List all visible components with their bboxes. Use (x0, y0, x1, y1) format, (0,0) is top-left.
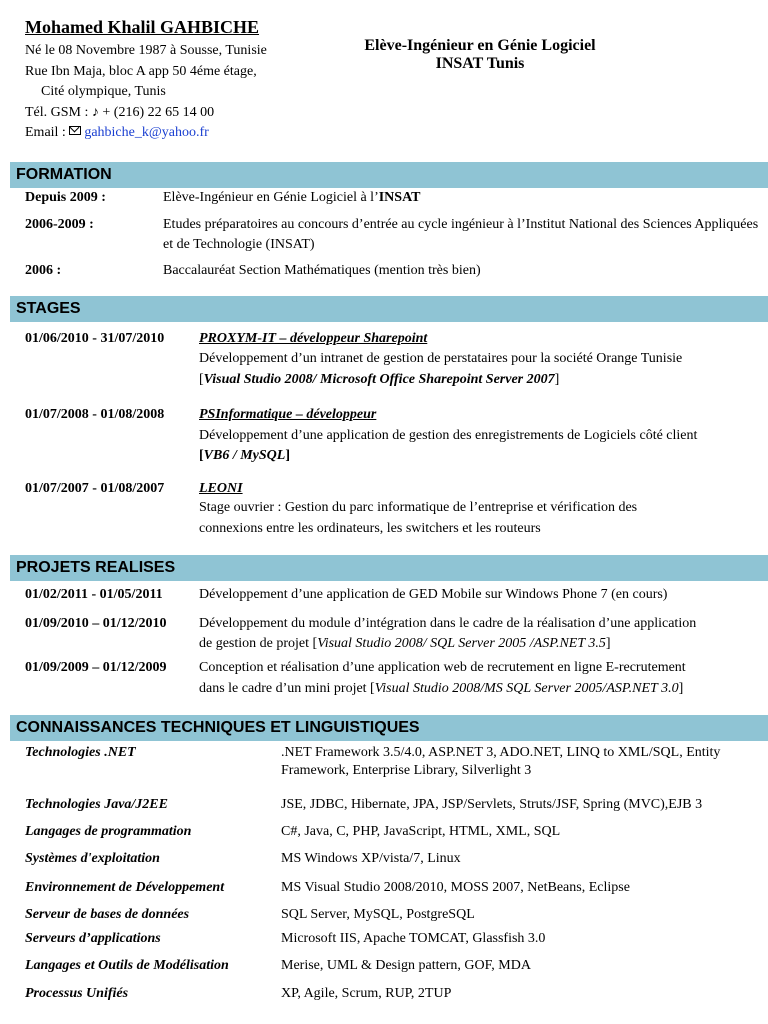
skill-label-os: Systèmes d'exploitation (25, 851, 160, 866)
skill-value-ide: MS Visual Studio 2008/2010, MOSS 2007, NetBeans, Eclipse (281, 880, 630, 895)
phone-icon: ♪ (91, 105, 99, 120)
section-connaissances: CONNAISSANCES TECHNIQUES ET LINGUISTIQUES (10, 715, 768, 741)
stage-date-2: 01/07/2008 - 01/08/2008 (25, 407, 165, 422)
phone-label: Tél. GSM : (25, 105, 89, 120)
email-link[interactable]: gahbiche_k@yahoo.fr (84, 125, 209, 140)
formation-text-3: Baccalauréat Section Mathématiques (mention très bien) (163, 263, 481, 278)
stage-desc-2: Développement d’une application de gestion des enregistrements de Logiciels côté client (199, 428, 698, 443)
projet-desc-3b-pre: dans le cadre d’un mini projet [ (199, 681, 375, 696)
section-stages: STAGES (10, 296, 768, 322)
email-label: Email : (25, 125, 66, 140)
formation-date-2: 2006-2009 : (25, 217, 94, 232)
projet-desc-3b (199, 679, 683, 699)
stage-title-1-text: PROXYM-IT – développeur Sharepoint (199, 331, 428, 346)
phone-value: + (216) 22 65 14 00 (102, 105, 215, 120)
stage-date-1: 01/06/2010 - 31/07/2010 (25, 331, 165, 346)
projet-desc-2b (199, 634, 611, 654)
skill-value-modelisation: Merise, UML & Design pattern, GOF, MDA (281, 958, 531, 973)
projet-desc-3a: Conception et réalisation d’une application web de recrutement en ligne E-recrutement (199, 660, 686, 675)
skill-label-processus: Processus Unifiés (25, 986, 129, 1001)
skill-value-processus: XP, Agile, Scrum, RUP, 2TUP (281, 986, 452, 1001)
phone-row (25, 105, 214, 121)
skill-label-dotnet: Technologies .NET (25, 745, 136, 760)
skill-value-os: MS Windows XP/vista/7, Linux (281, 851, 461, 866)
job-title-line-2: INSAT Tunis (435, 55, 525, 72)
stage-title-2-text: PSInformatique – développeur (199, 407, 377, 422)
stage-title-2 (199, 405, 376, 425)
address-line-2: Cité olympique, Tunis (41, 84, 166, 99)
stage-title-3-text: LEONI (199, 481, 243, 496)
projet-desc-2b-post: ] (605, 636, 611, 651)
formation-text-1-main: Elève-Ingénieur en Génie Logiciel à l’ (163, 190, 379, 205)
projet-tech-3: Visual Studio 2008/MS SQL Server 2005/ASP.NET 3.0 (374, 681, 679, 696)
skill-label-modelisation: Langages et Outils de Modélisation (25, 958, 229, 973)
skill-label-java: Technologies Java/J2EE (25, 797, 168, 812)
formation-text-1 (163, 188, 421, 208)
candidate-name: Mohamed Khalil GAHBICHE (25, 17, 260, 37)
skill-label-db: Serveur de bases de données (25, 907, 190, 922)
skill-value-langages: C#, Java, C, PHP, JavaScript, HTML, XML, SQL (281, 824, 561, 839)
skill-value-appservers: Microsoft IIS, Apache TOMCAT, Glassfish 3.0 (281, 931, 546, 946)
projet-date-1: 01/02/2011 - 01/05/2011 (25, 587, 163, 602)
stage-date-3: 01/07/2007 - 01/08/2007 (25, 481, 165, 496)
section-projets: PROJETS REALISES (10, 555, 768, 581)
stage-desc-1: Développement d’un intranet de gestion de perstataires pour la société Orange Tunisie (199, 351, 683, 366)
stage-tech-1-text: Visual Studio 2008/ Microsoft Office Sharepoint Server 2007 (203, 372, 555, 387)
stage-tech-2-text: VB6 / MySQL (203, 448, 286, 463)
skill-value-db: SQL Server, MySQL, PostgreSQL (281, 907, 475, 922)
stage-desc-3a: Stage ouvrier : Gestion du parc informatique de l’entreprise et vérification des (199, 500, 638, 515)
skill-label-appservers: Serveurs d’applications (25, 931, 161, 946)
stage-tech-2: [VB6 / MySQL] (199, 448, 291, 463)
birth-info: Né le 08 Novembre 1987 à Sousse, Tunisie (25, 43, 267, 58)
skill-label-ide: Environnement de Développement (25, 880, 225, 895)
projet-date-3: 01/09/2009 – 01/12/2009 (25, 660, 167, 675)
job-title-line-1: Elève-Ingénieur en Génie Logiciel (364, 37, 596, 54)
formation-text-2: Etudes préparatoires au concours d’entrée au cycle ingénieur à l’Institut National des Sciences Appliquées et de Technologie (INSAT) (163, 217, 759, 252)
skill-value-dotnet: .NET Framework 3.5/4.0, ASP.NET 3, ADO.NET, LINQ to XML/SQL, Entity Framework, Enterprise Library, Silverlight 3 (281, 745, 721, 778)
projet-desc-2a: Développement du module d’intégration dans le cadre de la réalisation d’une application (199, 616, 697, 631)
envelope-icon (69, 126, 81, 135)
section-formation: FORMATION (10, 162, 768, 188)
job-title (330, 37, 630, 73)
formation-date-3: 2006 : (25, 263, 62, 278)
formation-date-1: Depuis 2009 : (25, 190, 106, 205)
email-row (25, 125, 209, 141)
projet-date-2: 01/09/2010 – 01/12/2010 (25, 616, 167, 631)
projet-desc-3b-post: ] (678, 681, 684, 696)
projet-tech-2: Visual Studio 2008/ SQL Server 2005 /ASP.NET 3.5 (317, 636, 606, 651)
projet-desc-1: Développement d’une application de GED Mobile sur Windows Phone 7 (en cours) (199, 587, 668, 602)
formation-text-1-bold: INSAT (378, 190, 421, 205)
stage-desc-3b: connexions entre les ordinateurs, les switchers et les routeurs (199, 521, 541, 536)
stage-title-1 (199, 329, 427, 349)
skill-value-java: JSE, JDBC, Hibernate, JPA, JSP/Servlets, Struts/JSF, Spring (MVC),EJB 3 (281, 797, 703, 812)
skill-label-langages: Langages de programmation (25, 824, 192, 839)
stage-tech-1: [Visual Studio 2008/ Microsoft Office Sharepoint Server 2007] (199, 372, 560, 387)
address-line-1: Rue Ibn Maja, bloc A app 50 4éme étage, (25, 64, 257, 79)
stage-title-3 (199, 479, 243, 499)
projet-desc-2b-pre: de gestion de projet [ (199, 636, 318, 651)
